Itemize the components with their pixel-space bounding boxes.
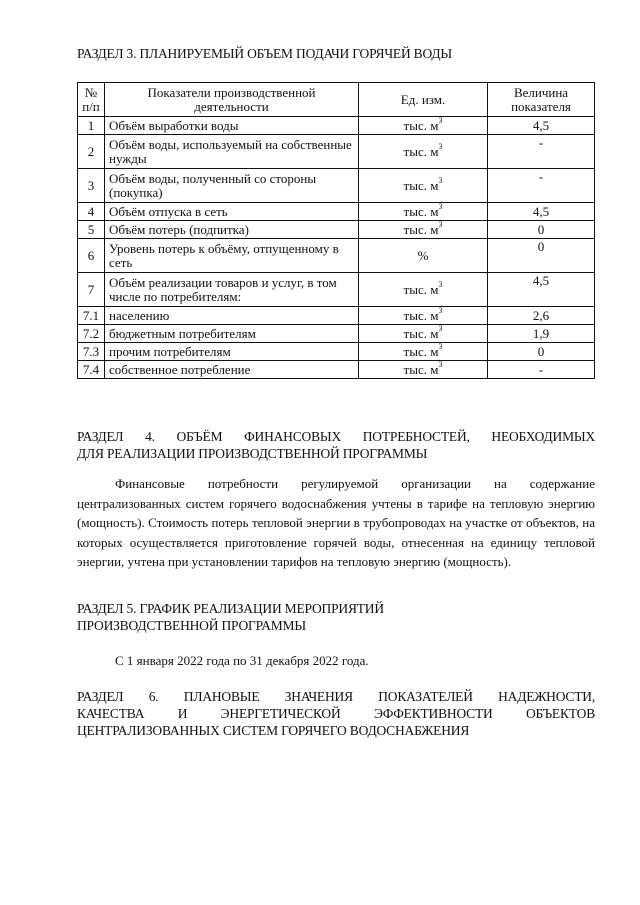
- header-number: № п/п: [78, 83, 105, 117]
- section-6-title-line: КАЧЕСТВА И ЭНЕРГЕТИЧЕСКОЙ ЭФФЕКТИВНОСТИ ОБЪЕКТОВ: [77, 706, 595, 721]
- row-unit: [359, 343, 488, 361]
- row-value: 4,5: [488, 273, 595, 307]
- row-number: 3: [78, 169, 105, 203]
- section-6-title: [77, 688, 595, 739]
- row-unit: [359, 325, 488, 343]
- row-value: 4,5: [488, 203, 595, 221]
- row-unit-superscript: 3: [438, 176, 443, 186]
- section-4-title-line: РАЗДЕЛ 4. ОБЪЁМ ФИНАНСОВЫХ ПОТРЕБНОСТЕЙ, НЕОБХОДИМЫХ: [77, 429, 595, 444]
- row-unit: [359, 135, 488, 169]
- row-unit-text: тыс. м: [403, 221, 439, 237]
- section-5-paragraph: С 1 января 2022 года по 31 декабря 2022 года.: [115, 653, 369, 668]
- row-unit-superscript: 3: [438, 342, 443, 352]
- section-6-title-line: ЦЕНТРАЛИЗОВАННЫХ СИСТЕМ ГОРЯЧЕГО ВОДОСНАБЖЕНИЯ: [77, 723, 470, 738]
- row-unit: [359, 169, 488, 203]
- row-value: -: [488, 361, 595, 379]
- row-indicator-name: Уровень потерь к объёму, отпущенному в сеть: [105, 239, 359, 273]
- table-row: [78, 343, 595, 361]
- section-5-title-line: РАЗДЕЛ 5. ГРАФИК РЕАЛИЗАЦИИ МЕРОПРИЯТИЙ: [77, 601, 384, 616]
- row-unit-text: тыс. м: [403, 361, 439, 377]
- row-unit-superscript: 3: [438, 306, 443, 316]
- row-number: 4: [78, 203, 105, 221]
- row-indicator-name: бюджетным потребителям: [105, 325, 359, 343]
- row-indicator-name: прочим потребителям: [105, 343, 359, 361]
- table-row: [78, 273, 595, 307]
- table-body: [78, 117, 595, 379]
- row-number: 7.1: [78, 307, 105, 325]
- row-value: 1,9: [488, 325, 595, 343]
- row-value: 0: [488, 221, 595, 239]
- table-row: [78, 135, 595, 169]
- row-unit-text: тыс. м: [403, 203, 439, 219]
- section-4-title: [77, 428, 595, 462]
- row-unit-superscript: 3: [438, 142, 443, 152]
- row-value: 0: [488, 343, 595, 361]
- row-unit-superscript: 3: [438, 202, 443, 212]
- row-number: 7.3: [78, 343, 105, 361]
- row-unit: [359, 273, 488, 307]
- row-indicator-name: Объём воды, используемый на собственные нужды: [105, 135, 359, 169]
- row-unit-text: тыс. м: [403, 117, 439, 133]
- row-unit: [359, 221, 488, 239]
- row-number: 7.4: [78, 361, 105, 379]
- row-number: 7: [78, 273, 105, 307]
- row-indicator-name: собственное потребление: [105, 361, 359, 379]
- row-unit-superscript: 3: [438, 360, 443, 370]
- table-row: [78, 221, 595, 239]
- row-value: 4,5: [488, 117, 595, 135]
- row-number: 1: [78, 117, 105, 135]
- row-number: 6: [78, 239, 105, 273]
- row-indicator-name: Объём реализации товаров и услуг, в том числе по потребителям:: [105, 273, 359, 307]
- row-unit-superscript: 3: [438, 220, 443, 230]
- row-unit-text: тыс. м: [403, 143, 439, 159]
- section-5-title-line: ПРОИЗВОДСТВЕННОЙ ПРОГРАММЫ: [77, 618, 306, 633]
- row-unit-superscript: 3: [438, 280, 443, 290]
- row-indicator-name: Объём потерь (подпитка): [105, 221, 359, 239]
- row-value: -: [488, 169, 595, 203]
- row-unit-superscript: 3: [438, 324, 443, 334]
- row-unit-text: тыс. м: [403, 325, 439, 341]
- row-unit-text: %: [417, 247, 429, 263]
- row-indicator-name: населению: [105, 307, 359, 325]
- row-number: 7.2: [78, 325, 105, 343]
- table-row: [78, 203, 595, 221]
- section-4-paragraph: Финансовые потребности регулируемой организации на содержание централизованных систем горячего водоснабжения учтены в тарифе на тепловую энергию (мощность). Стоимость потерь тепловой энергии в трубопроводах на участке от объектов, на которых осуществляется приготовление горячей воды, отнесенная на единицу тепловой энергии, учтена при установлении тарифов на тепловую энергию (мощность).: [77, 476, 595, 569]
- row-unit: [359, 117, 488, 135]
- table-row: [78, 307, 595, 325]
- row-unit-text: тыс. м: [403, 343, 439, 359]
- header-unit: Ед. изм.: [359, 83, 488, 117]
- header-indicator: Показатели производственной деятельности: [105, 83, 359, 117]
- hot-water-volume-table: [77, 82, 595, 379]
- section-6-title-line: РАЗДЕЛ 6. ПЛАНОВЫЕ ЗНАЧЕНИЯ ПОКАЗАТЕЛЕЙ НАДЕЖНОСТИ,: [77, 689, 595, 704]
- table-row: [78, 239, 595, 273]
- row-unit-text: тыс. м: [403, 307, 439, 323]
- row-indicator-name: Объём выработки воды: [105, 117, 359, 135]
- row-value: -: [488, 135, 595, 169]
- row-unit-text: тыс. м: [403, 281, 439, 297]
- table-row: [78, 361, 595, 379]
- row-number: 5: [78, 221, 105, 239]
- row-value: 0: [488, 239, 595, 273]
- row-unit-text: тыс. м: [403, 177, 439, 193]
- row-unit-superscript: 3: [438, 116, 443, 126]
- row-unit: [359, 203, 488, 221]
- table-row: [78, 117, 595, 135]
- row-unit: [359, 239, 488, 273]
- section-3-title: РАЗДЕЛ 3. ПЛАНИРУЕМЫЙ ОБЪЕМ ПОДАЧИ ГОРЯЧЕЙ ВОДЫ: [77, 46, 452, 61]
- row-indicator-name: Объём отпуска в сеть: [105, 203, 359, 221]
- table-row: [78, 325, 595, 343]
- section-5-title: [77, 600, 595, 634]
- row-value: 2,6: [488, 307, 595, 325]
- row-indicator-name: Объём воды, полученный со стороны (покупка): [105, 169, 359, 203]
- header-value: Величина показателя: [488, 83, 595, 117]
- row-unit: [359, 307, 488, 325]
- table-row: [78, 169, 595, 203]
- table-header-row: [78, 83, 595, 117]
- row-number: 2: [78, 135, 105, 169]
- row-unit: [359, 361, 488, 379]
- section-4-title-line: ДЛЯ РЕАЛИЗАЦИИ ПРОИЗВОДСТВЕННОЙ ПРОГРАММЫ: [77, 446, 428, 461]
